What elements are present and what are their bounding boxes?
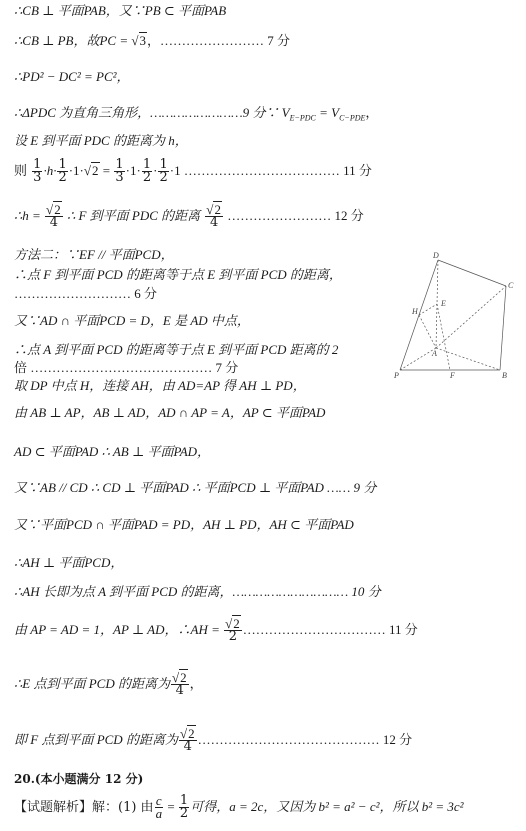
proof-text: 即 F 点到平面 PCD 的距离为	[14, 732, 178, 747]
label-p: P	[394, 371, 399, 380]
proof-text: ·1·	[125, 163, 141, 178]
proof-line-10	[14, 285, 157, 304]
fraction	[57, 159, 67, 184]
proof-line-16	[14, 443, 210, 462]
proof-text: ∴点 A 到平面 PCD 的距离等于点 E 到平面 PCD 距离的 2	[14, 342, 339, 357]
proof-text: 又∵AB // CD ∴ CD ⊥ 平面PAD ∴ 平面PCD ⊥ 平面PAD …… 9 分	[14, 480, 377, 495]
radicand: 2	[54, 202, 61, 217]
proof-line-23	[14, 722, 412, 759]
proof-text: ，	[365, 106, 379, 121]
edge-cb	[500, 286, 506, 370]
proof-line-11	[14, 312, 250, 331]
proof-text: ，…………………… 7 分	[147, 33, 291, 48]
numerator: √2	[179, 726, 195, 741]
proof-line-17	[14, 479, 376, 498]
proof-text: 方法二：∵EF // 平面PCD，	[14, 247, 174, 262]
proof-text: 由 AP = AD = 1，AP ⊥ AD，∴AH =	[14, 622, 224, 637]
proof-line-6	[14, 156, 372, 187]
numerator: c	[155, 793, 162, 808]
radicand: 3	[139, 33, 147, 48]
proof-text: ∴点 F 到平面 PCD 的距离等于点 E 到平面 PCD 的距离，	[14, 267, 342, 282]
numerator: √2	[206, 202, 221, 217]
fraction	[142, 159, 152, 184]
proof-text: ∴E 点到平面 PCD 的距离为	[14, 676, 170, 691]
proof-text: 【试题解析】解：(1) 由	[14, 800, 154, 815]
proof-line-4	[14, 104, 378, 128]
denominator: 4	[49, 215, 58, 230]
segment-he	[419, 304, 437, 315]
proof-line-5	[14, 132, 188, 151]
numerator: 1	[142, 157, 152, 172]
edge-dc	[438, 260, 506, 286]
label-a: A	[432, 349, 437, 358]
denominator: 3	[115, 170, 124, 185]
proof-text: 又∵平面PCD ∩ 平面PAD = PD，AH ⊥ PD，AH ⊂ 平面PAD	[14, 517, 354, 532]
fraction	[179, 728, 197, 753]
label-b: B	[502, 371, 507, 380]
question-title: 20.(本小题满分 12 分)	[14, 772, 144, 786]
question-heading	[14, 770, 143, 788]
volume-subscript: C−PDE	[339, 113, 366, 123]
proof-text: =	[99, 163, 114, 178]
denominator: 4	[175, 683, 184, 698]
proof-text: 由 AB ⊥ AP，AB ⊥ AD，AD ∩ AP = A，AP ⊂ 平面PAD	[14, 405, 326, 420]
proof-line-14	[14, 377, 306, 396]
proof-line-25	[14, 790, 464, 825]
fraction	[155, 795, 164, 820]
label-c: C	[508, 281, 514, 290]
fraction	[179, 795, 189, 820]
proof-text: ……………………… 6 分	[14, 286, 158, 301]
denominator: 2	[179, 806, 189, 821]
denominator: 2	[159, 170, 168, 185]
proof-line-22	[14, 666, 203, 703]
proof-text: …………………………………… 12 分	[197, 732, 413, 747]
numerator: 1	[58, 157, 67, 172]
radicand: 2	[188, 726, 195, 741]
proof-line-9	[14, 266, 342, 285]
numerator: 1	[179, 793, 189, 808]
proof-text: ·1·	[68, 163, 84, 178]
numerator: √2	[225, 616, 240, 631]
radicand: 2	[180, 670, 187, 685]
fraction	[32, 159, 42, 184]
proof-text: =	[164, 799, 178, 814]
proof-line-15	[14, 404, 325, 423]
proof-text: ∴AH ⊥ 平面PCD，	[14, 555, 124, 570]
numerator: √2	[171, 670, 187, 685]
proof-text: 又∵AD ∩ 平面PCD = D，E 是 AD 中点，	[14, 313, 250, 328]
proof-line-8	[14, 246, 174, 265]
volume-symbol: V	[281, 105, 290, 120]
proof-line-21	[14, 612, 418, 649]
denominator: 4	[183, 739, 192, 754]
pyramid-figure	[392, 248, 518, 388]
denominator: a	[155, 806, 163, 821]
proof-text: ，	[189, 677, 203, 692]
edge-ab	[436, 348, 500, 370]
proof-line-13	[14, 359, 238, 378]
radicand: 2	[214, 202, 221, 217]
fraction	[205, 204, 223, 229]
proof-text: 设 E 到平面 PDC 的距离为 h，	[14, 133, 188, 148]
denominator: 2	[228, 629, 238, 644]
label-d: D	[433, 251, 439, 260]
proof-text: ∴ F 到平面 PDC 的距离	[63, 208, 201, 223]
fraction	[45, 204, 63, 229]
edge-ap	[400, 348, 436, 370]
fraction	[171, 672, 189, 697]
denominator: 4	[209, 215, 219, 230]
proof-text: ∴CB ⊥ 平面PAB，又∵PB ⊂ 平面PAB	[14, 3, 227, 18]
denominator: 2	[142, 170, 152, 185]
proof-text: ∴ΔPDC 为直角三角形，……………………9 分∵	[14, 105, 282, 120]
proof-text: 可得，a = 2c，又因为 b² = a² − c²，所以 b² = 3c²	[190, 799, 464, 814]
proof-text: …………………………… 11 分	[242, 622, 418, 637]
volume-subscript: E−PDC	[289, 113, 316, 123]
proof-text: ·h·	[43, 163, 57, 178]
proof-text: 则	[14, 164, 28, 179]
segment-ah	[419, 315, 436, 348]
numerator: 1	[159, 157, 168, 172]
proof-text: 倍 …………………………………… 7 分	[14, 360, 239, 375]
proof-line-19	[14, 554, 123, 573]
denominator: 3	[33, 170, 42, 185]
proof-line-7	[14, 200, 364, 233]
proof-text: ·	[153, 163, 158, 178]
label-f: F	[450, 371, 455, 380]
proof-text: = V	[315, 105, 340, 120]
radicand: 2	[233, 616, 240, 631]
proof-text: 取 DP 中点 H，连接 AH，由 AD=AP 得 AH ⊥ PD，	[14, 378, 306, 393]
fraction	[114, 159, 124, 184]
proof-line-3	[14, 68, 130, 87]
sqrt-expression: √3	[131, 33, 147, 48]
proof-line-18	[14, 516, 354, 535]
label-h: H	[412, 307, 418, 316]
numerator: √2	[46, 202, 61, 217]
proof-line-1	[14, 2, 226, 21]
edge-ac	[436, 286, 506, 348]
fraction	[224, 618, 242, 643]
proof-text: ∴AH 长即为点 A 到平面 PCD 的距离，………………………… 10 分	[14, 584, 381, 599]
proof-text: AD ⊂ 平面PAD ∴ AB ⊥ 平面PAD，	[14, 444, 211, 459]
proof-line-12	[14, 341, 338, 360]
proof-text: ∴PD² − DC² = PC²，	[14, 69, 130, 84]
proof-text: ∴CB ⊥ PB，故PC =	[14, 33, 132, 48]
label-e: E	[441, 299, 446, 308]
proof-text: ∴h =	[14, 208, 45, 223]
numerator: 1	[115, 157, 124, 172]
sqrt-expression: √2	[83, 163, 99, 178]
proof-text: …………………… 12 分	[223, 208, 364, 223]
fraction	[158, 159, 168, 184]
denominator: 2	[58, 170, 67, 185]
numerator: 1	[33, 157, 42, 172]
proof-line-2	[14, 32, 290, 51]
radicand: 2	[92, 163, 99, 178]
proof-text: ·1 ……………………………… 11 分	[169, 163, 372, 178]
proof-line-20	[14, 583, 381, 602]
